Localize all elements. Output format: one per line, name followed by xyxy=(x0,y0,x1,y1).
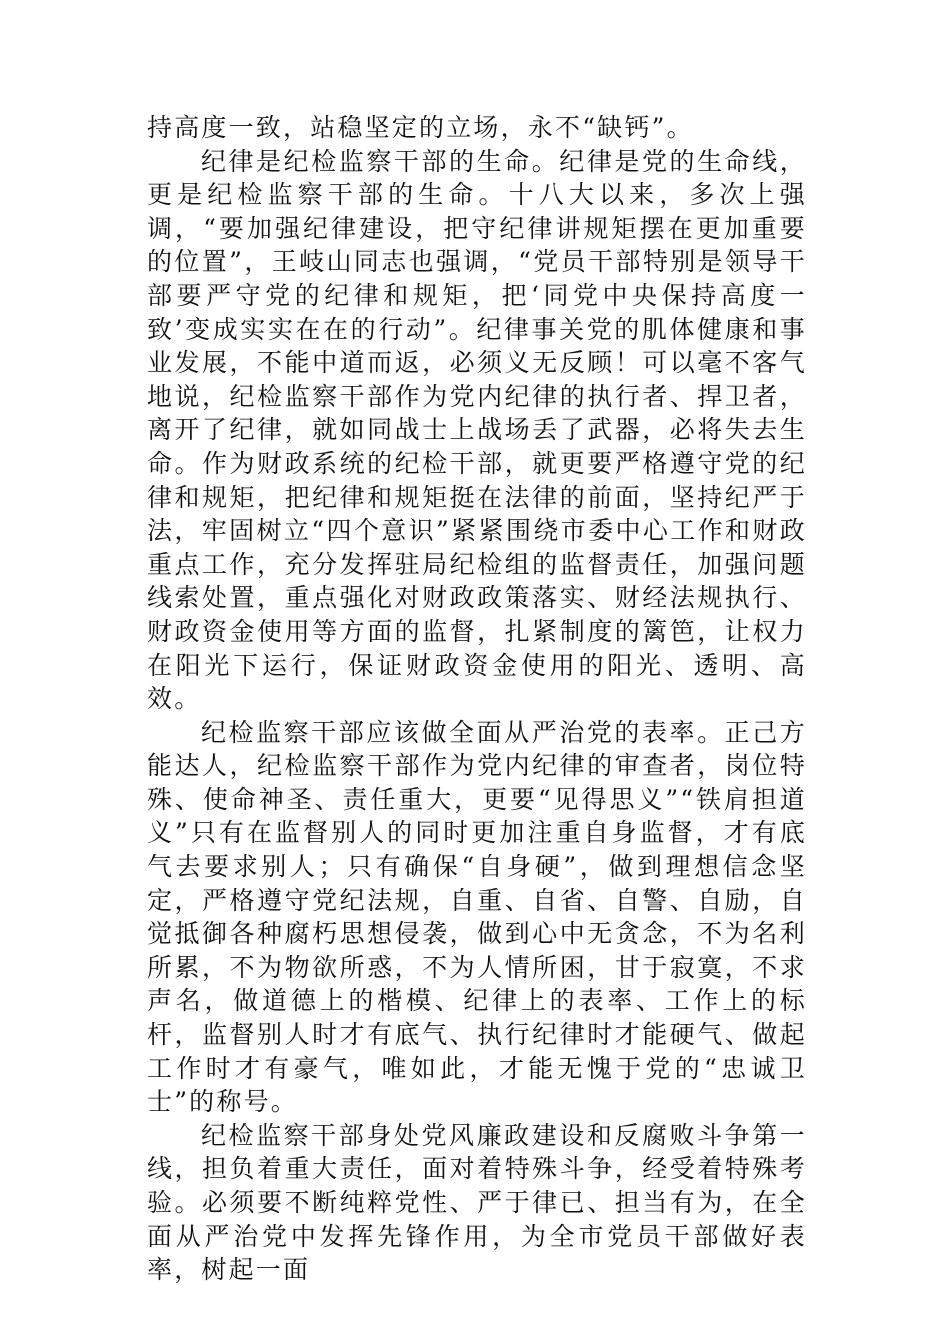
paragraph: 纪律是纪检监察干部的生命。纪律是党的生命线，更是纪检监察干部的生命。十八大以来，多次上强调，“要加强纪律建设，把守纪律讲规矩摆在更加重要的位置”，王岐山同志也强调，“党员干部特别是领导干部要严守党的纪律和规矩，把‘同党中央保持高度一致’变成实实在在的行动”。纪律事关党的肌体健康和事业发展，不能中道而返，必须义无反顾！可以毫不客气地说，纪检监察干部作为党内纪律的执行者、捍卫者，离开了纪律，就如同战士上战场丢了武器，必将失去生命。作为财政系统的纪检干部，就更要严格遵守党的纪律和规矩，把纪律和规矩挺在法律的前面，坚持纪严于法，牢固树立“四个意识”紧紧围绕市委中心工作和财政重点工作，充分发挥驻局纪检组的监督责任，加强问题线索处置，重点强化对财政政策落实、财经法规执行、财政资金使用等方面的监督，扎紧制度的篱笆，让权力在阳光下运行，保证财政资金使用的阳光、透明、高效。 xyxy=(147,146,807,714)
body-text xyxy=(147,111,807,1287)
paragraph: 纪检监察干部身处党风廉政建设和反腐败斗争第一线，担负着重大责任，面对着特殊斗争，经受着特殊考验。必须要不断纯粹党性、严于律已、担当有为，在全面从严治党中发挥先锋作用，为全市党员干部做好表率，树起一面 xyxy=(147,1120,807,1285)
paragraph: 持高度一致，站稳坚定的立场，永不“缺钙”。 xyxy=(147,113,694,142)
paragraph: 纪检监察干部应该做全面从严治党的表率。正己方能达人，纪检监察干部作为党内纪律的审查者，岗位特殊、使命神圣、责任重大，更要“见得思义”“铁肩担道义”只有在监督别人的同时更加注重自身监督，才有底气去要求别人；只有确保“自身硬”，做到理想信念坚定，严格遵守党纪法规，自重、自省、自警、自励，自觉抵御各种腐朽思想侵袭，做到心中无贪念，不为名利所累，不为物欲所惑，不为人情所困，甘于寂寞，不求声名，做道德上的楷模、纪律上的表率、工作上的标杆，监督别人时才有底气、执行纪律时才能硬气、做起工作时才有豪气，唯如此，才能无愧于党的“忠诚卫士”的称号。 xyxy=(147,717,807,1117)
